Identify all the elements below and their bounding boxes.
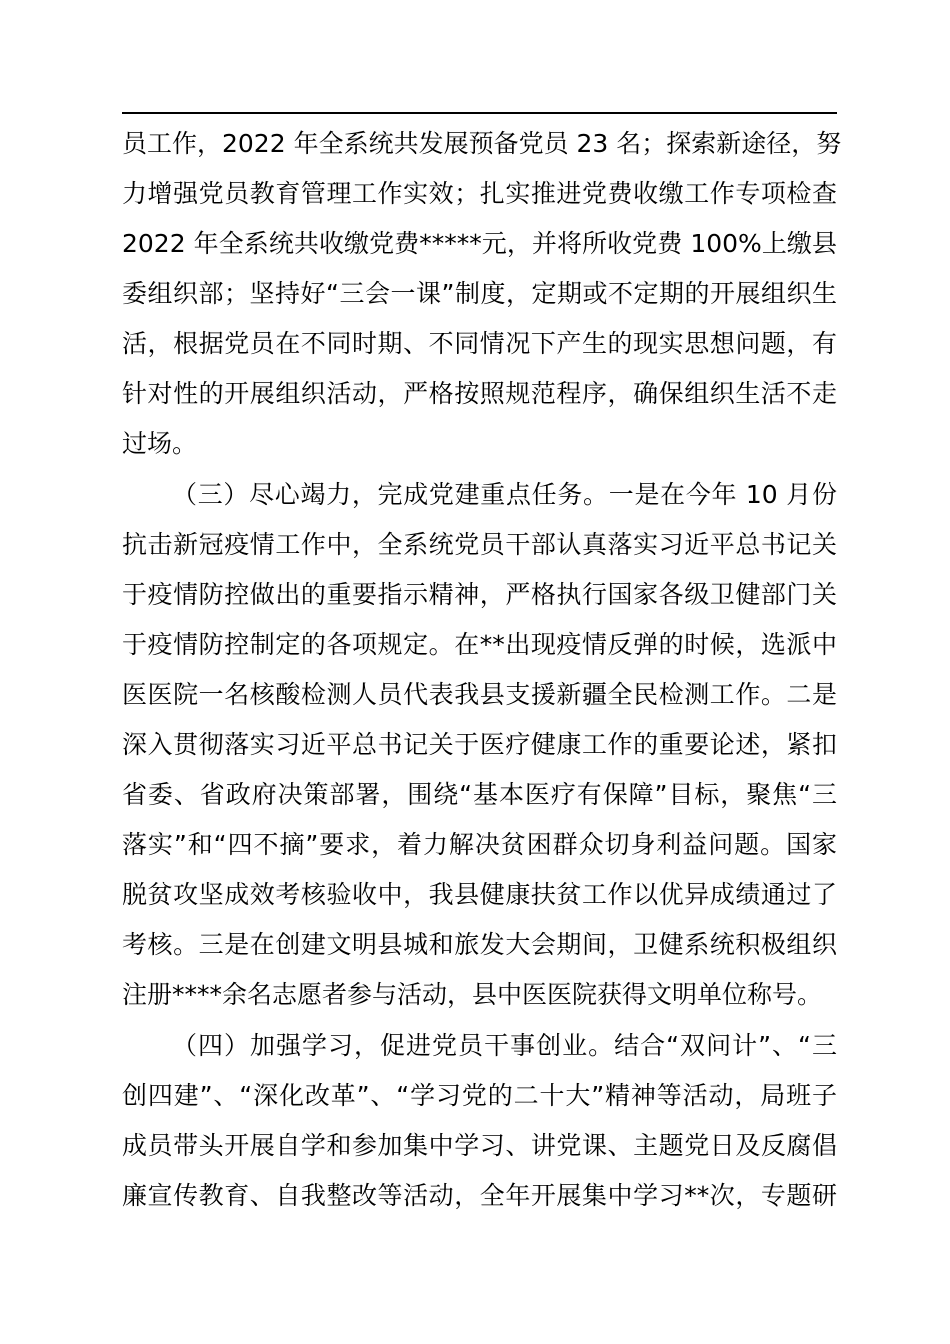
text-line: 抗击新冠疫情工作中，全系统党员干部认真落实习近平总书记关 bbox=[122, 530, 837, 559]
text-line: 成员带头开展自学和参加集中学习、讲党课、主题党日及反腐倡 bbox=[122, 1131, 837, 1160]
text-line: 力增强党员教育管理工作实效；扎实推进党费收缴工作专项检查 bbox=[122, 179, 837, 208]
text-line: 活，根据党员在不同时期、不同情况下产生的现实思想问题，有 bbox=[122, 329, 837, 358]
text-line: 于疫情防控做出的重要指示精神，严格执行国家各级卫健部门关 bbox=[122, 580, 837, 609]
text-line: 针对性的开展组织活动，严格按照规范程序，确保组织生活不走 bbox=[122, 379, 837, 408]
text-line: 于疫情防控制定的各项规定。在**出现疫情反弹的时候，选派中 bbox=[122, 630, 837, 659]
text-line: 省委、省政府决策部署，围绕“基本医疗有保障”目标，聚焦“三 bbox=[122, 780, 837, 809]
text-line: 委组织部；坚持好“三会一课”制度，定期或不定期的开展组织生 bbox=[122, 279, 837, 308]
header-rule bbox=[122, 112, 837, 114]
section-heading-line: （三）尽心竭力，完成党建重点任务。一是在今年 10 月份 bbox=[172, 480, 837, 509]
text-line: 落实”和“四不摘”要求，着力解决贫困群众切身利益问题。国家 bbox=[122, 830, 837, 859]
text-line: 深入贯彻落实习近平总书记关于医疗健康工作的重要论述，紧扣 bbox=[122, 730, 837, 759]
text-line: 脱贫攻坚成效考核验收中，我县健康扶贫工作以优异成绩通过了 bbox=[122, 880, 837, 909]
text-line: 考核。三是在创建文明县城和旅发大会期间，卫健系统积极组织 bbox=[122, 930, 837, 959]
text-line: 2022 年全系统共收缴党费*****元，并将所收党费 100%上缴县 bbox=[122, 229, 837, 258]
text-line: 员工作，2022 年全系统共发展预备党员 23 名；探索新途径，努 bbox=[122, 129, 842, 158]
text-line: 过场。 bbox=[122, 429, 198, 458]
text-line: 注册****余名志愿者参与活动，县中医医院获得文明单位称号。 bbox=[122, 980, 823, 1009]
text-line: 创四建”、“深化改革”、“学习党的二十大”精神等活动，局班子 bbox=[122, 1081, 837, 1110]
text-line: 医医院一名核酸检测人员代表我县支援新疆全民检测工作。二是 bbox=[122, 680, 837, 709]
section-heading-line: （四）加强学习，促进党员干事创业。结合“双问计”、“三 bbox=[172, 1031, 837, 1060]
text-line: 廉宣传教育、自我整改等活动，全年开展集中学习**次，专题研 bbox=[122, 1181, 837, 1210]
